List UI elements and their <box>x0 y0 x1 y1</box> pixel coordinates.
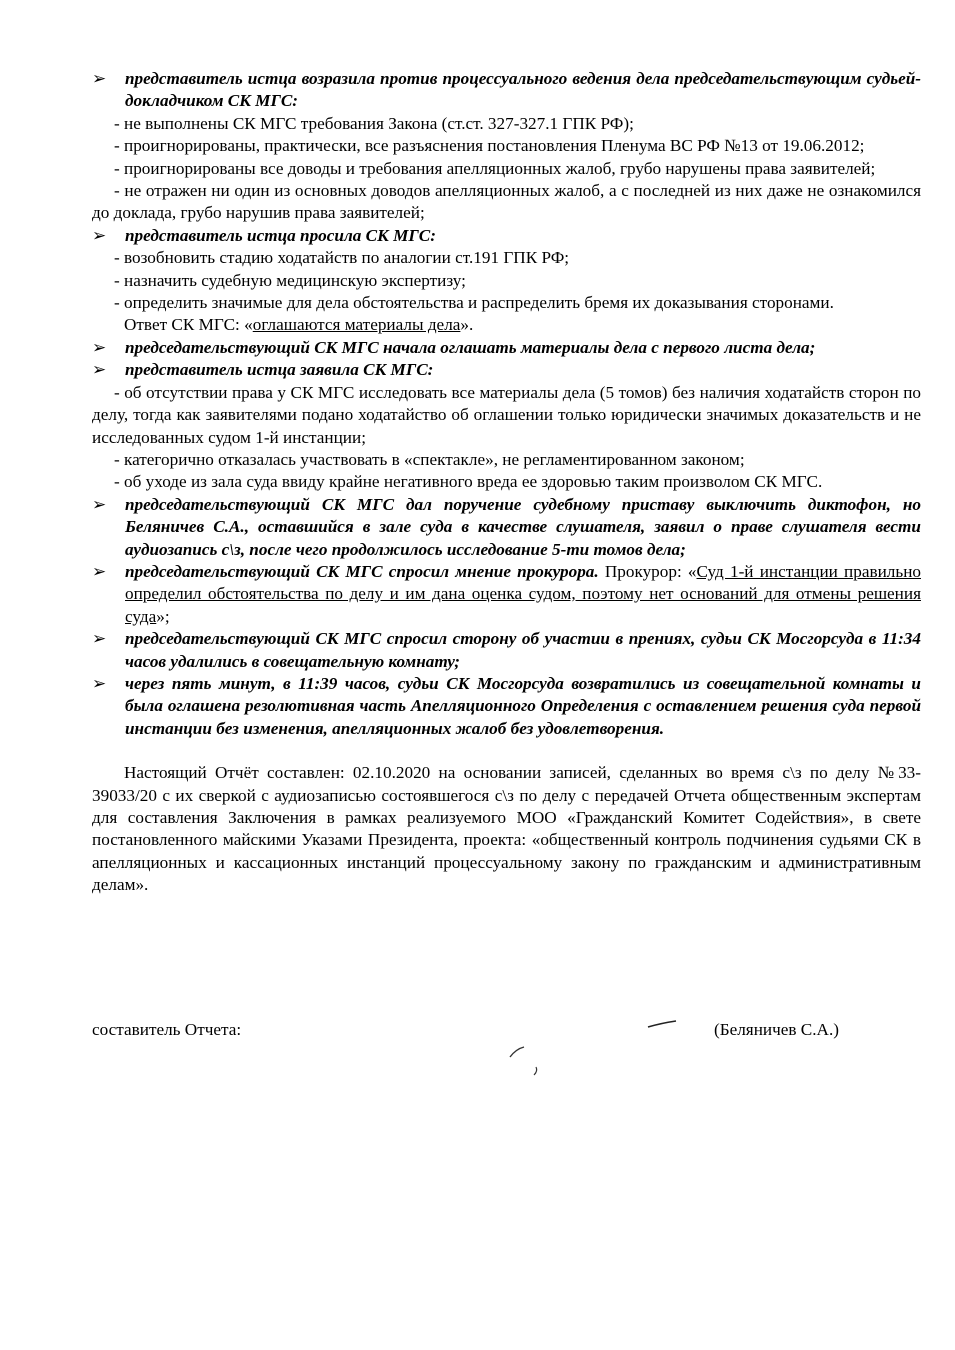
bullet-heading: председательствующий СК МГС спросил мнение прокурора. <box>125 561 599 581</box>
list-line: - определить значимые для дела обстоятельства и распределить бремя их доказывания сторонами. <box>114 293 834 313</box>
arrow-bullet-icon: ➢ <box>92 69 107 88</box>
signature-stroke <box>648 1021 676 1027</box>
list-line: - возобновить стадию ходатайств по аналогии ст.191 ГПК РФ; <box>114 248 570 268</box>
bullet-item <box>92 359 921 381</box>
signature-stroke <box>534 1067 537 1075</box>
list-line: - назначить судебную медицинскую экспертизу; <box>114 270 466 290</box>
bullet-heading: через пять минут, в 11:39 часов, судьи СК Мосгорсуда возвратились из совещательной комнаты и была оглашена резолютивная часть Апелляционного Определения с оставлением решения суда первой инстанции без изменения, апелляционных жалоб без удовлетворения. <box>125 673 921 738</box>
list-line: - проигнорированы, практически, все разъяснения постановления Пленума ВС РФ №13 от 19.06.2012; <box>114 136 865 156</box>
bullet-heading: председательствующий СК МГС дал поручение судебному приставу выключить диктофон, но Беляничев С.А., оставшийся в зале суда в качестве слушателя, заявил о праве слушателя вести аудиозапись с\з, после чего продолжилось исследование 5-ти томов дела; <box>125 494 921 559</box>
list-line: - об уходе из зала суда ввиду крайне негативного вреда ее здоровью таким произволом СК МГС. <box>114 472 823 492</box>
signature-stroke <box>510 1047 524 1057</box>
arrow-bullet-icon: ➢ <box>92 561 107 581</box>
bullet-item <box>92 561 921 628</box>
arrow-bullet-icon: ➢ <box>92 337 107 357</box>
bullet-heading: представитель истца заявила СК МГС: <box>125 360 434 380</box>
bullet-item <box>92 628 921 673</box>
prosecutor-suffix: »; <box>156 606 170 626</box>
bullet-heading: председательствующий СК МГС начала оглашать материалы дела с первого листа дела; <box>125 337 816 357</box>
list-line: - не выполнены СК МГС требования Закона (ст.ст. 327-327.1 ГПК РФ); <box>114 113 634 133</box>
arrow-bullet-icon: ➢ <box>92 629 107 649</box>
bullet-heading: председательствующий СК МГС спросил сторону об участии в прениях, судьи СК Мосгорсуда в 11:34 часов удалились в совещательную комнату; <box>125 629 921 671</box>
bullet-item <box>92 68 921 113</box>
bullet-item <box>92 225 921 247</box>
arrow-bullet-icon: ➢ <box>92 673 107 693</box>
bullet-item <box>92 337 921 359</box>
bullet-item <box>92 673 921 740</box>
answer-suffix: ». <box>460 315 474 335</box>
answer-quote: оглашаются материалы дела <box>252 315 461 335</box>
handwritten-signature <box>500 1015 690 1085</box>
list-line: - об отсутствии права у СК МГС исследовать все материалы дела (5 томов) без наличия ходатайств сторон по делу, тогда как заявителями подано ходатайство об оглашении только юридически значимых доказательств и не исследованных судом 1-й инстанции; <box>92 382 921 447</box>
final-paragraph: Настоящий Отчёт составлен: 02.10.2020 на основании записей, сделанных во время с\з по делу №33-39033/20 с их сверкой с аудиозаписью состоявшегося с\з по делу с передачей Отчета общественным экспертам для составления Заключения в рамках реализуемого МОО «Гражданский Комитет Содействия», в свете постановленного майскими Указами Президента, проекта: «общественный контроль подчинения судьями СК в апелляционных и кассационных инстанций процессуальному закону по гражданским и административным делам». <box>92 763 921 895</box>
bullet-item <box>92 494 921 561</box>
prosecutor-prefix: Прокурор: « <box>598 561 697 581</box>
signature-name: (Беляничев С.А.) <box>714 1020 839 1039</box>
document-body <box>92 68 921 897</box>
arrow-bullet-icon: ➢ <box>92 225 107 245</box>
answer-prefix: Ответ СК МГС: « <box>124 315 253 335</box>
prosecutor-quote: Суд 1-й инстанции правильно определил обстоятельства по делу и им дана оценка судом, поэтому нет оснований для отмены решения суда <box>125 561 921 626</box>
list-line: - категорично отказалась участвовать в «спектакле», не регламентированном законом; <box>114 449 745 469</box>
bullet-heading: представитель истца просила СК МГС: <box>125 225 436 245</box>
arrow-bullet-icon: ➢ <box>92 494 107 514</box>
list-line: - не отражен ни один из основных доводов апелляционных жалоб, а с последней из них даже не ознакомился до доклада, грубо нарушив права заявителей; <box>92 181 921 223</box>
spacer <box>92 740 921 762</box>
answer-line <box>92 314 921 336</box>
list-line: - проигнорированы все доводы и требования апелляционных жалоб, грубо нарушены права заявителей; <box>114 158 876 178</box>
arrow-bullet-icon: ➢ <box>92 360 107 380</box>
bullet-heading: представитель истца возразила против процессуального ведения дела председательствующим судьей-докладчиком СК МГС: <box>125 69 921 111</box>
signature-label: составитель Отчета: <box>92 1020 242 1039</box>
